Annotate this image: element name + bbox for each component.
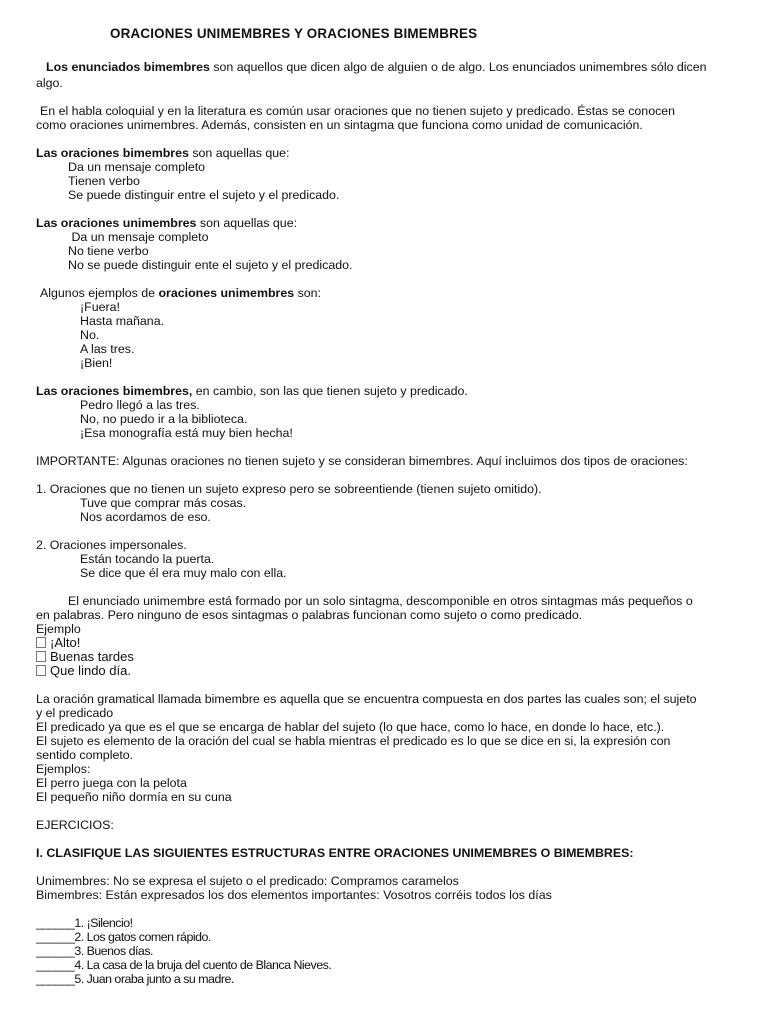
gramatical-line: sentido completo. [36,748,134,762]
unimembres-def-heading [36,216,736,230]
gramatical-line: Ejemplos: [36,762,91,776]
coloquial-line1: En el habla coloquial y en la literatura es común usar oraciones que no tienen sujeto y predicado. Éstas se conocen [40,104,676,118]
gramatical-line: El perro juega con la pelota [36,776,187,790]
bimembres-def-rest: son aquellas que: [188,146,290,160]
bimembres-examples-heading [36,384,736,398]
bullet-item: Buenas tardes [36,650,134,664]
ejemplo-label: Ejemplo [36,622,81,636]
exercise-item: ______3. Buenos días. [36,944,153,958]
tipo1-heading: 1. Oraciones que no tienen un sujeto expreso pero se sobreentiende (tienen sujeto omitido). [36,482,542,496]
list-item: No tiene verbo [68,244,149,258]
exercise-item: ______4. La casa de la bruja del cuento de Blanca Nieves. [36,958,332,972]
bimembres-def-bold: Las oraciones bimembres [36,146,189,160]
ejercicios-label: EJERCICIOS: [36,818,114,832]
example-item: Se dice que él era muy malo con ella. [80,566,287,580]
enunciado-line2: en palabras. Pero ninguno de esos sintagmas o palabras funcionan como sujeto o como predicado. [36,608,583,622]
gramatical-line: El predicado ya que es el que se encarga de hablar del sujeto (lo que hace, como lo hace, en donde lo hace, etc.). [36,720,665,734]
example-item: ¡Esa monografía está muy bien hecha! [80,426,293,440]
gramatical-line: El pequeño niño dormía en su cuna [36,790,232,804]
exercise-item: ______5. Juan oraba junto a su madre. [36,972,234,986]
example-item: Pedro llegó a las tres. [80,398,200,412]
example-item: ¡Fuera! [80,300,120,314]
checkbox-glyph-icon [36,665,46,676]
intro-paragraph-line2: algo. [36,76,63,90]
checkbox-glyph-icon [36,637,46,648]
bimembres-examples-rest: en cambio, son las que tienen sujeto y predicado. [192,384,468,398]
unimembres-examples-post: son: [294,286,322,300]
bullet-item: Que lindo día. [36,664,131,678]
example-item: No. [80,328,100,342]
intro-paragraph [46,60,746,74]
enunciado-line1: El enunciado unimembre está formado por un solo sintagma, descomponible en otros sintagmas más pequeños o [68,594,693,608]
definition-line: Unimembres: No se expresa el sujeto o el predicado: Compramos caramelos [36,874,459,888]
list-item: Da un mensaje completo [68,160,206,174]
list-item: Tienen verbo [68,174,140,188]
intro-bold: Los enunciados bimembres [46,60,210,74]
bimembres-examples-bold: Las oraciones bimembres, [36,384,193,398]
example-item: No, no puedo ir a la biblioteca. [80,412,248,426]
example-item: Están tocando la puerta. [80,552,215,566]
example-item: Nos acordamos de eso. [80,510,211,524]
unimembres-examples-bold: oraciones unimembres [158,286,295,300]
example-item: A las tres. [80,342,135,356]
unimembres-def-rest: son aquellas que: [196,216,298,230]
unimembres-examples-heading [40,286,740,300]
list-item: Se puede distinguir entre el sujeto y el predicado. [68,188,340,202]
importante-paragraph: IMPORTANTE: Algunas oraciones no tienen sujeto y se consideran bimembres. Aquí incluimos dos tipos de oraciones: [36,454,688,468]
intro-text: son aquellos que dicen algo de alguien o de algo. Los enunciados unimembres sólo dicen [209,60,707,74]
exercise-item: ______1. ¡Silencio! [36,916,133,930]
example-item: Hasta mañana. [80,314,165,328]
coloquial-line2: como oraciones unimembres. Además, consisten en un sintagma que funciona como unidad de comunicación. [36,118,643,132]
example-item: Tuve que comprar más cosas. [80,496,247,510]
tipo2-heading: 2. Oraciones impersonales. [36,538,187,552]
bullet-item: ¡Alto! [36,636,80,650]
definition-line: Bimembres: Están expresados los dos elementos importantes: Vosotros corréis todos los días [36,888,552,902]
section-heading: I. CLASIFIQUE LAS SIGUIENTES ESTRUCTURAS ENTRE ORACIONES UNIMEMBRES O BIMEMBRES: [36,846,634,860]
bimembres-def-heading [36,146,736,160]
checkbox-glyph-icon [36,651,46,662]
list-item: Da un mensaje completo [68,230,209,244]
gramatical-line: y el predicado [36,706,114,720]
gramatical-line: La oración gramatical llamada bimembre es aquella que se encuentra compuesta en dos partes las cuales son; el sujeto [36,692,697,706]
exercise-item: ______2. Los gatos comen rápido. [36,930,211,944]
gramatical-line: El sujeto es elemento de la oración del cual se habla mientras el predicado es lo que se dice en si, la expresión con [36,734,671,748]
unimembres-def-bold: Las oraciones unimembres [36,216,197,230]
list-item: No se puede distinguir ente el sujeto y el predicado. [68,258,353,272]
unimembres-examples-pre: Algunos ejemplos de [40,286,159,300]
example-item: ¡Bien! [80,356,113,370]
page-title: ORACIONES UNIMEMBRES Y ORACIONES BIMEMBRES [110,26,478,41]
